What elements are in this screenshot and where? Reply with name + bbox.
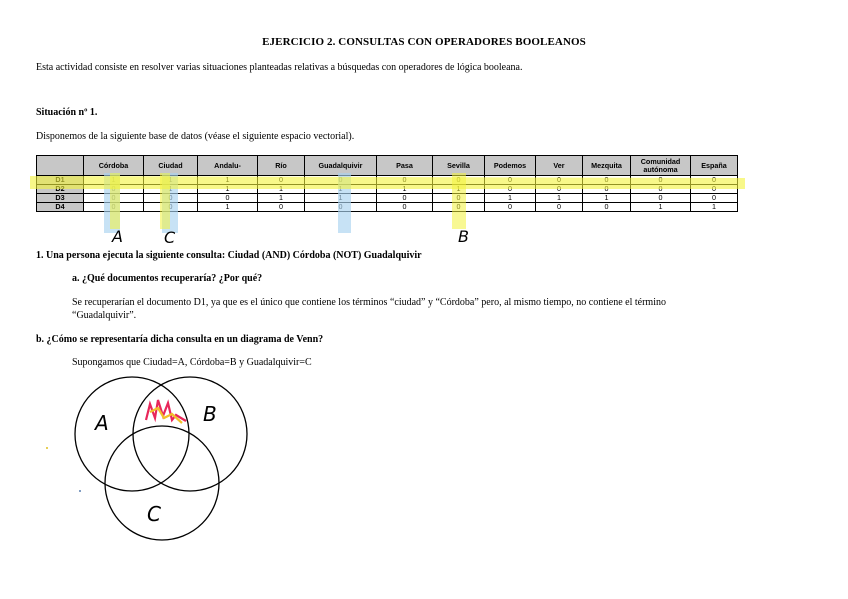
- table-cell: 0: [258, 203, 305, 212]
- handwritten-label-c: C: [164, 228, 176, 247]
- highlight-row-d1: [30, 176, 745, 189]
- table-cell: 1: [631, 203, 691, 212]
- stray-mark: [79, 490, 81, 492]
- table-cell: 0: [377, 194, 433, 203]
- handwritten-label-a: A: [112, 227, 123, 246]
- stray-mark: [46, 447, 48, 449]
- venn-label-a: A: [95, 411, 109, 435]
- row-label: D4: [37, 203, 84, 212]
- table-cell: 1: [691, 203, 738, 212]
- table-cell: 0: [691, 194, 738, 203]
- table-header-cell: Sevilla: [433, 156, 485, 176]
- table-cell: 1: [198, 203, 258, 212]
- table-cell: 1: [536, 194, 583, 203]
- table-cell: 0: [583, 203, 631, 212]
- table-cell: 0: [377, 203, 433, 212]
- table-header-cell: Podemos: [485, 156, 536, 176]
- table-cell: 1: [258, 194, 305, 203]
- table-header-cell: Río: [258, 156, 305, 176]
- venn-label-b: B: [203, 402, 217, 426]
- handwritten-label-b: B: [458, 227, 469, 246]
- table-header-cell: Pasa: [377, 156, 433, 176]
- question-1b: b. ¿Cómo se representaría dicha consulta en un diagrama de Venn?: [36, 334, 324, 345]
- table-header-cell: Ver: [536, 156, 583, 176]
- table-cell: 0: [536, 203, 583, 212]
- page-title: EJERCICIO 2. CONSULTAS CON OPERADORES BOOLEANOS: [262, 36, 586, 48]
- table-header-cell: Ciudad: [144, 156, 198, 176]
- question-1a: a. ¿Qué documentos recuperaría? ¿Por qué?: [72, 273, 263, 284]
- table-header-cell: Córdoba: [84, 156, 144, 176]
- table-cell: 1: [583, 194, 631, 203]
- table-cell: 0: [631, 194, 691, 203]
- table-header-cell: Comunidad autónoma: [631, 156, 691, 176]
- venn-assumption: Supongamos que Ciudad=A, Córdoba=B y Guadalquivir=C: [72, 357, 312, 368]
- row-label: D3: [37, 194, 84, 203]
- intro-text: Esta actividad consiste en resolver varias situaciones planteadas relativas a búsquedas con operadores de lógica booleana.: [36, 62, 523, 73]
- table-cell: 0: [485, 203, 536, 212]
- database-intro: Disponemos de la siguiente base de datos (véase el siguiente espacio vectorial).: [36, 131, 355, 142]
- table-header-cell: Mezquita: [583, 156, 631, 176]
- venn-label-c: C: [147, 502, 161, 526]
- answer-text-line2: “Guadalquivir”.: [72, 310, 137, 321]
- table-header-cell: Andalu-: [198, 156, 258, 176]
- answer-text-line1: Se recuperarían el documento D1, ya que es el único que contiene los términos “ciudad” y “Córdoba” pero, al mismo tiempo, no contiene el término: [72, 297, 666, 308]
- situation-heading: Situación nº 1.: [36, 107, 98, 118]
- table-header-cell: España: [691, 156, 738, 176]
- question-1: 1. Una persona ejecuta la siguiente consulta: Ciudad (AND) Córdoba (NOT) Guadalquivir: [36, 250, 422, 261]
- table-cell: 0: [198, 194, 258, 203]
- table-header-cell: Guadalquivir: [305, 156, 377, 176]
- table-cell: 1: [485, 194, 536, 203]
